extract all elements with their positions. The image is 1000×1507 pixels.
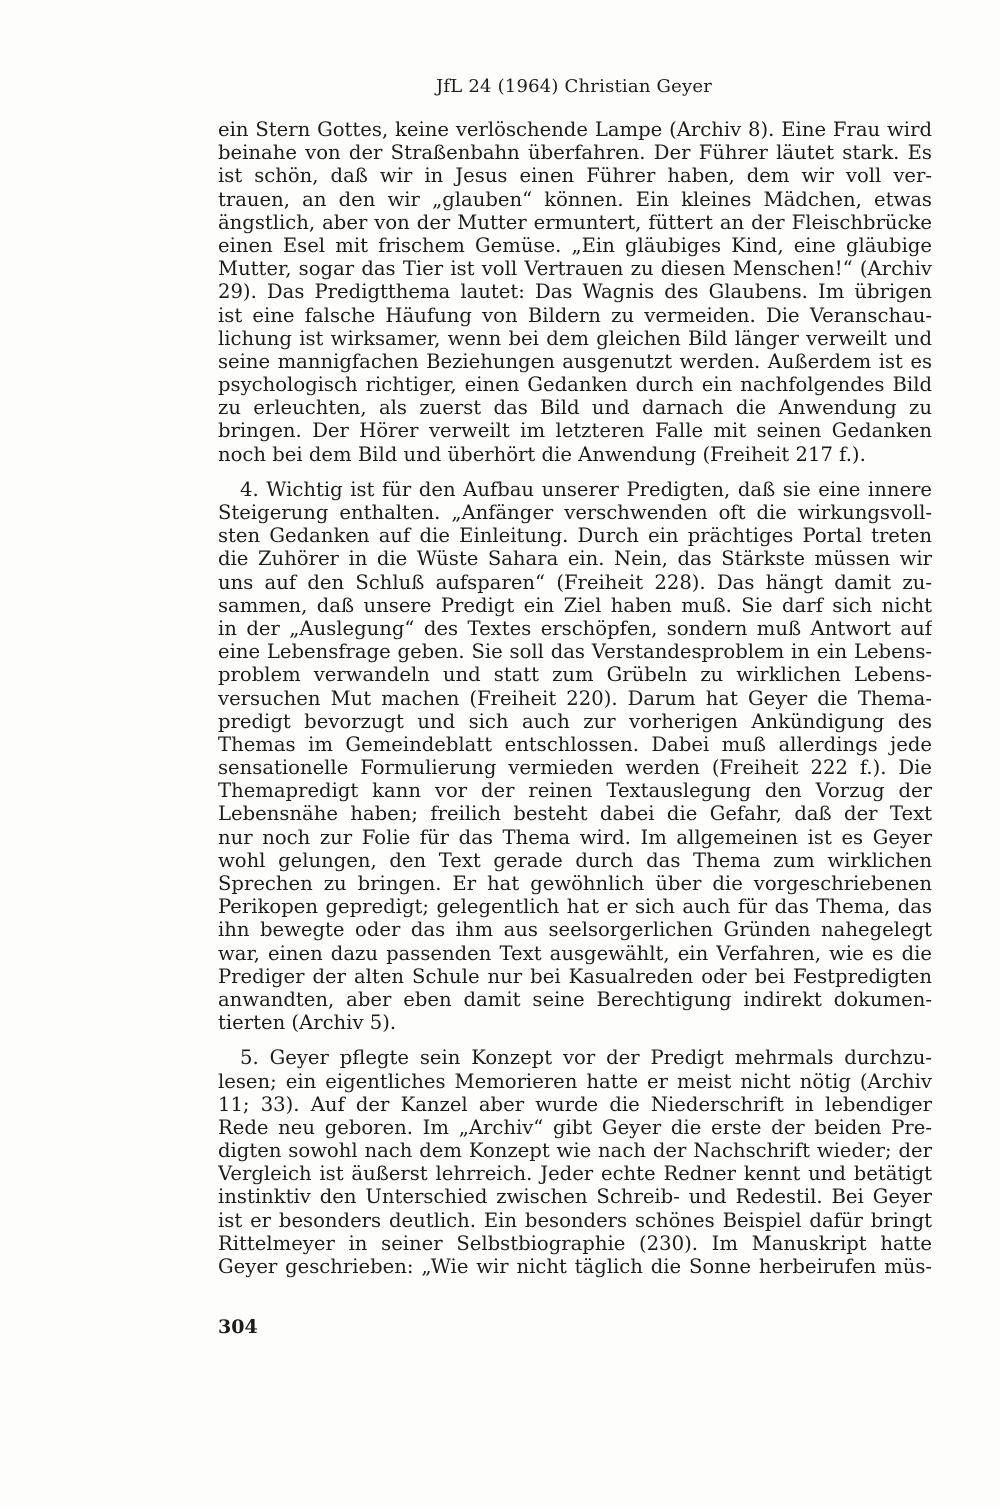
text-line: 11; 33). Auf der Kanzel aber wurde die Niederschrift in lebendiger [218, 1092, 932, 1116]
text-line: Rede neu geboren. Im „Archiv“ gibt Geyer die erste der beiden Pre- [218, 1115, 932, 1139]
text-line: lesen; ein eigentliches Memorieren hatte er meist nicht nötig (Archiv [218, 1069, 932, 1093]
text-line: uns auf den Schluß aufsparen“ (Freiheit 228). Das hängt damit zu- [218, 570, 932, 594]
text-line: sten Gedanken auf die Einleitung. Durch ein prächtiges Portal treten [218, 524, 932, 548]
text-line: sensationelle Formulierung vermieden werden (Freiheit 222 f.). Die [218, 756, 932, 780]
text-line: instinktiv den Unterschied zwischen Schreib- und Redestil. Bei Geyer [218, 1185, 932, 1209]
text-line: sammen, daß unsere Predigt ein Ziel haben muß. Sie darf sich nicht [218, 593, 932, 617]
text-line: seine mannigfachen Beziehungen ausgenutzt werden. Außerdem ist es [218, 349, 932, 373]
text-line: tierten (Archiv 5). [218, 1011, 397, 1035]
text-line: anwandten, aber eben damit seine Berechtigung indirekt dokumen- [218, 987, 932, 1011]
text-line: 29). Das Predigtthema lautet: Das Wagnis des Glaubens. Im übrigen [218, 280, 932, 304]
text-line: zu erleuchten, als zuerst das Bild und darnach die Anwendung zu [218, 396, 932, 420]
text-line: einen Esel mit frischem Gemüse. „Ein gläubiges Kind, eine gläubige [218, 233, 932, 257]
text-line: Themapredigt kann vor der reinen Textauslegung den Vorzug der [218, 779, 932, 803]
running-header: JfL 24 (1964) Christian Geyer [435, 76, 712, 97]
text-line: eine Lebensfrage geben. Sie soll das Verstandesproblem in ein Lebens- [218, 640, 932, 664]
text-line: 4. Wichtig ist für den Aufbau unserer Predigten, daß sie eine innere [240, 477, 932, 501]
page-number: 304 [218, 1316, 258, 1338]
text-line: noch bei dem Bild und überhört die Anwendung (Freiheit 217 f.). [218, 442, 866, 466]
text-line: versuchen Mut machen (Freiheit 220). Darum hat Geyer die Thema- [218, 686, 932, 710]
text-line: ist eine falsche Häufung von Bildern zu vermeiden. Die Veranschau- [218, 303, 932, 327]
body-text [218, 118, 932, 1278]
text-line: Steigerung enthalten. „Anfänger verschwenden oft die wirkungsvoll- [218, 501, 932, 524]
text-line: Lebensnähe haben; freilich besteht dabei die Gefahr, daß der Text [218, 802, 932, 826]
text-line: bringen. Der Hörer verweilt im letzteren Falle mit seinen Gedanken [218, 419, 932, 443]
paragraph [218, 118, 932, 466]
text-line: Mutter, sogar das Tier ist voll Vertrauen zu diesen Menschen!“ (Archiv [218, 257, 932, 281]
text-line: Sprechen zu bringen. Er hat gewöhnlich über die vorgeschriebenen [218, 872, 932, 895]
text-line: die Zuhörer in die Wüste Sahara ein. Nein, das Stärkste müssen wir [218, 547, 932, 571]
text-line: trauen, an den wir „glauben“ können. Ein kleines Mädchen, etwas [218, 187, 932, 211]
text-line: ein Stern Gottes, keine verlöschende Lampe (Archiv 8). Eine Frau wird [218, 118, 932, 141]
text-line: nur noch zur Folie für das Thema wird. Im allgemeinen ist es Geyer [218, 825, 932, 849]
text-line: Geyer geschrieben: „Wie wir nicht täglich die Sonne herbeirufen müs- [218, 1255, 932, 1278]
text-line: Themas im Gemeindeblatt entschlossen. Dabei muß allerdings jede [218, 732, 932, 756]
text-line: predigt bevorzugt und sich auch zur vorherigen Ankündigung des [218, 709, 932, 733]
paragraph [218, 478, 932, 1035]
text-line: 5. Geyer pflegte sein Konzept vor der Predigt mehrmals durchzu- [240, 1046, 932, 1070]
text-line: psychologisch richtiger, einen Gedanken durch ein nachfolgendes Bild [218, 373, 932, 397]
text-line: lichung ist wirksamer, wenn bei dem gleichen Bild länger verweilt und [218, 326, 932, 350]
text-line: Prediger der alten Schule nur bei Kasualreden oder bei Festpredigten [218, 964, 932, 988]
text-line: war, einen dazu passenden Text ausgewählt, ein Verfahren, wie es die [218, 941, 932, 965]
text-line: ängstlich, aber von der Mutter ermuntert, füttert an der Fleischbrücke [218, 210, 932, 234]
text-line: ihn bewegte oder das ihm aus seelsorgerlichen Gründen nahegelegt [218, 918, 932, 942]
paragraph [218, 1046, 932, 1278]
text-line: Vergleich ist äußerst lehrreich. Jeder echte Redner kennt und betätigt [218, 1162, 932, 1186]
text-line: Rittelmeyer in seiner Selbstbiographie (230). Im Manuskript hatte [218, 1231, 932, 1255]
text-line: wohl gelungen, den Text gerade durch das Thema zum wirklichen [218, 848, 932, 872]
text-line: problem verwandeln und statt zum Grübeln zu wirklichen Lebens- [218, 663, 932, 687]
text-line: ist er besonders deutlich. Ein besonders schönes Beispiel dafür bringt [218, 1208, 932, 1232]
text-line: Perikopen gepredigt; gelegentlich hat er sich auch für das Thema, das [218, 895, 932, 919]
text-line: beinahe von der Straßenbahn überfahren. Der Führer läutet stark. Es [218, 141, 932, 165]
text-line: digten sowohl nach dem Konzept wie nach der Nachschrift wieder; der [218, 1139, 932, 1163]
text-line: ist schön, daß wir in Jesus einen Führer haben, dem wir voll ver- [218, 164, 932, 188]
text-line: in der „Auslegung“ des Textes erschöpfen, sondern muß Antwort auf [218, 616, 932, 640]
